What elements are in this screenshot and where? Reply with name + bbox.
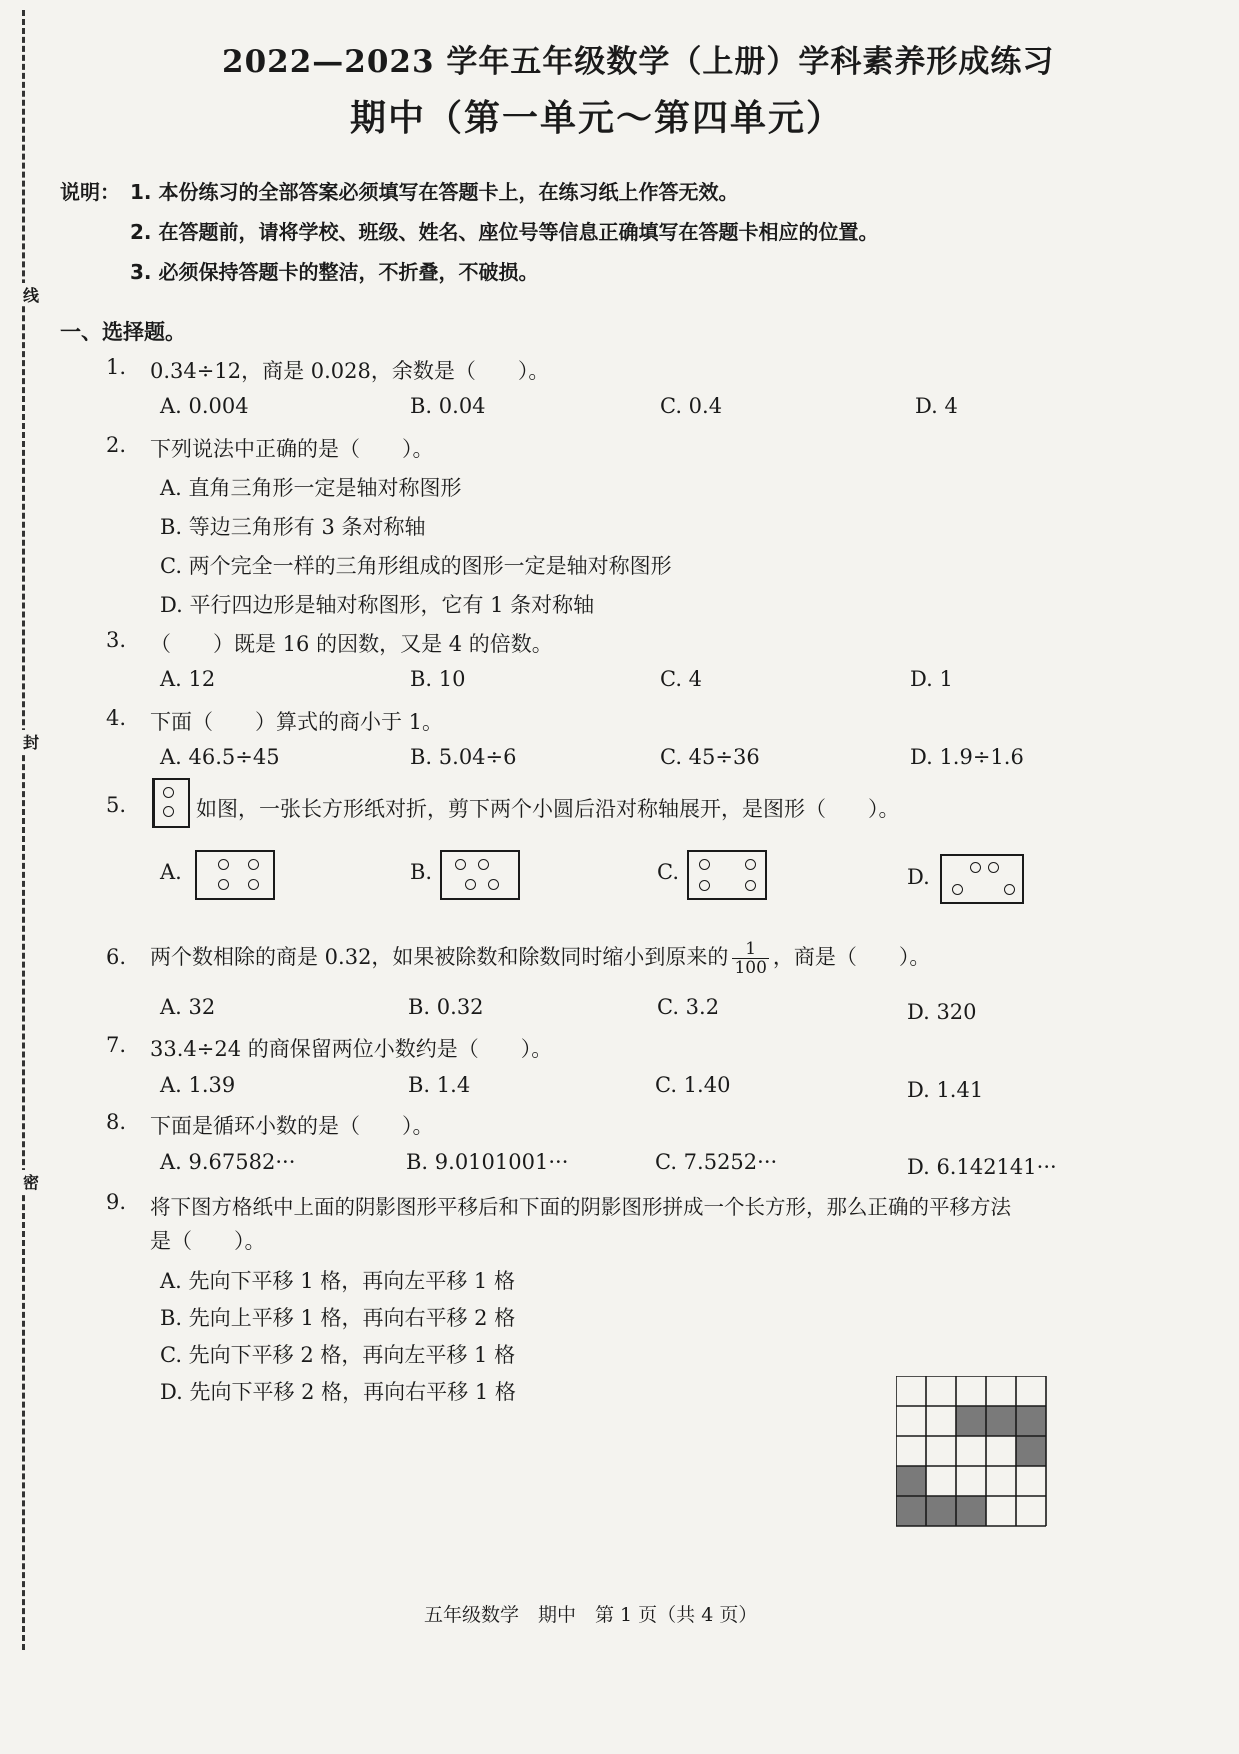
q6-text-after: ，商是（ ）。 <box>772 945 931 969</box>
q1-option-a: A. 0.004 <box>160 394 249 418</box>
q5b-hole <box>455 859 466 870</box>
question-text-4: 下面（ ）算式的商小于 1。 <box>150 710 444 734</box>
q7-option-a: A. 1.39 <box>160 1073 236 1097</box>
question-number-3: 3. <box>106 628 127 652</box>
note-item-3: 3. 必须保持答题卡的整洁，不折叠，不破损。 <box>130 260 539 284</box>
question-text-9-line1: 将下图方格纸中上面的阴影图形平移后和下面的阴影图形拼成一个长方形，那么正确的平移方法 <box>150 1195 1011 1219</box>
q5b-hole <box>478 859 489 870</box>
q6-option-a: A. 32 <box>160 995 216 1019</box>
q5a-hole <box>218 859 229 870</box>
note-item-1: 1. 本份练习的全部答案必须填写在答题卡上，在练习纸上作答无效。 <box>130 180 739 204</box>
q1-option-c: C. 0.4 <box>660 394 723 418</box>
q2-option-a: A. 直角三角形一定是轴对称图形 <box>160 476 462 500</box>
binding-label-xian: 线 <box>18 283 44 306</box>
q5d-hole <box>988 862 999 873</box>
q3-option-b: B. 10 <box>410 667 466 691</box>
q7-option-d: D. 1.41 <box>907 1078 984 1102</box>
q8-option-c: C. 7.5252··· <box>655 1150 778 1174</box>
q6-fraction <box>732 940 768 977</box>
q9-shaded-cell <box>1016 1436 1046 1466</box>
q5-option-b-figure <box>440 850 520 900</box>
q5c-hole <box>699 859 710 870</box>
q5-option-d-figure <box>940 854 1024 904</box>
q5-option-c: C. <box>657 860 679 884</box>
q9-option-a: A. 先向下平移 1 格，再向左平移 1 格 <box>160 1269 515 1293</box>
q9-shaded-cell <box>956 1406 986 1436</box>
question-text-9-line2: 是（ ）。 <box>150 1229 266 1253</box>
q5d-hole <box>952 884 963 895</box>
q3-option-d: D. 1 <box>910 667 953 691</box>
binding-dashed-line <box>22 10 25 1650</box>
question-text-6 <box>150 940 930 977</box>
q8-option-b: B. 9.0101001··· <box>406 1150 569 1174</box>
q4-option-a: A. 46.5÷45 <box>160 745 280 769</box>
page-subtitle: 期中（第一单元～第四单元） <box>350 97 845 139</box>
q5-option-c-figure <box>687 850 767 900</box>
q9-shaded-cell <box>896 1496 926 1526</box>
question-number-6: 6. <box>106 945 127 969</box>
q1-option-b: B. 0.04 <box>410 394 486 418</box>
q9-shaded-cell <box>986 1406 1016 1436</box>
q3-option-a: A. 12 <box>160 667 216 691</box>
q5-option-d: D. <box>907 865 930 889</box>
q5a-hole <box>218 879 229 890</box>
q5-folded-hole-1 <box>163 787 174 798</box>
q2-option-c: C. 两个完全一样的三角形组成的图形一定是轴对称图形 <box>160 554 672 578</box>
q5a-hole <box>248 859 259 870</box>
q9-shaded-cell <box>956 1496 986 1526</box>
question-number-8: 8. <box>106 1110 127 1134</box>
question-number-4: 4. <box>106 706 127 730</box>
q2-option-d: D. 平行四边形是轴对称图形，它有 1 条对称轴 <box>160 593 595 617</box>
q4-option-d: D. 1.9÷1.6 <box>910 745 1024 769</box>
q9-option-d: D. 先向下平移 2 格，再向右平移 1 格 <box>160 1380 516 1404</box>
q6-fraction-denominator: 100 <box>734 958 767 978</box>
question-text-2: 下列说法中正确的是（ ）。 <box>150 437 434 461</box>
question-text-8: 下面是循环小数的是（ ）。 <box>150 1114 434 1138</box>
q5-option-b: B. <box>410 860 433 884</box>
q8-option-d: D. 6.142141··· <box>907 1155 1057 1179</box>
q7-option-c: C. 1.40 <box>655 1073 731 1097</box>
q4-option-c: C. 45÷36 <box>660 745 760 769</box>
note-item-2: 2. 在答题前，请将学校、班级、姓名、座位号等信息正确填写在答题卡相应的位置。 <box>130 220 879 244</box>
binding-label-feng: 封 <box>18 730 44 753</box>
q5-folded-paper-figure <box>152 778 190 828</box>
q6-option-b: B. 0.32 <box>408 995 484 1019</box>
question-text-1: 0.34÷12，商是 0.028，余数是（ ）。 <box>150 359 550 383</box>
q7-option-b: B. 1.4 <box>408 1073 471 1097</box>
question-number-1: 1. <box>106 355 127 379</box>
q5b-hole <box>465 879 476 890</box>
section-title-choice: 一、选择题。 <box>60 319 186 344</box>
q5-option-a-figure <box>195 850 275 900</box>
question-text-5: 如图，一张长方形纸对折，剪下两个小圆后沿对称轴展开，是图形（ ）。 <box>196 797 900 821</box>
question-number-5: 5. <box>106 793 127 817</box>
page-footer: 五年级数学 期中 第 1 页（共 4 页） <box>424 1604 758 1626</box>
q1-option-d: D. 4 <box>915 394 958 418</box>
q6-text-before: 两个数相除的商是 0.32，如果被除数和除数同时缩小到原来的 <box>150 945 729 969</box>
q5b-hole <box>488 879 499 890</box>
q5d-hole <box>970 862 981 873</box>
q5-option-a: A. <box>160 860 182 884</box>
page-title: 2022—2023 学年五年级数学（上册）学科素养形成练习 <box>222 44 1055 80</box>
q6-option-d: D. 320 <box>907 1000 977 1024</box>
q9-shaded-cell <box>1016 1406 1046 1436</box>
q5c-hole <box>699 880 710 891</box>
q5a-hole <box>248 879 259 890</box>
question-number-7: 7. <box>106 1033 127 1057</box>
q9-grid-figure <box>896 1376 1056 1531</box>
question-text-3: （ ）既是 16 的因数，又是 4 的倍数。 <box>150 632 553 656</box>
q5c-hole <box>745 880 756 891</box>
q9-shaded-cell <box>896 1466 926 1496</box>
q9-option-c: C. 先向下平移 2 格，再向左平移 1 格 <box>160 1343 516 1367</box>
notes-label: 说明： <box>60 180 120 204</box>
binding-label-mi: 密 <box>18 1170 44 1193</box>
question-text-7: 33.4÷24 的商保留两位小数约是（ ）。 <box>150 1037 553 1061</box>
q2-option-b: B. 等边三角形有 3 条对称轴 <box>160 515 426 539</box>
q5-folded-hole-2 <box>163 806 174 817</box>
q9-option-b: B. 先向上平移 1 格，再向右平移 2 格 <box>160 1306 516 1330</box>
q8-option-a: A. 9.67582··· <box>160 1150 296 1174</box>
question-number-9: 9. <box>106 1190 127 1214</box>
q5c-hole <box>745 859 756 870</box>
q9-shaded-cell <box>926 1496 956 1526</box>
q6-option-c: C. 3.2 <box>657 995 720 1019</box>
q4-option-b: B. 5.04÷6 <box>410 745 517 769</box>
q6-fraction-numerator: 1 <box>732 940 768 959</box>
question-number-2: 2. <box>106 433 127 457</box>
q3-option-c: C. 4 <box>660 667 703 691</box>
q5d-hole <box>1004 884 1015 895</box>
